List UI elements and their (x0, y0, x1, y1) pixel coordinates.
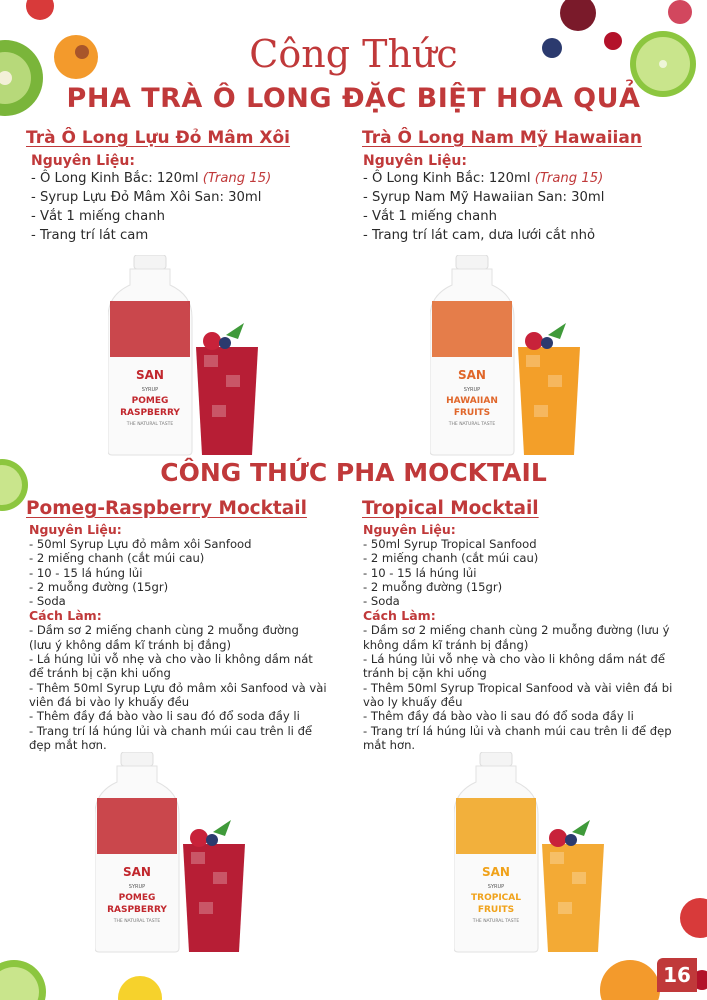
ingredients-heading: Nguyên Liệu: (363, 522, 456, 537)
list-line: - Thêm 50ml Syrup Tropical Sanfood và vài viên đá bi (363, 680, 673, 695)
flavor-name: POMEG (131, 396, 169, 406)
list-line: (lưu ý không dầm kĩ tránh bị đắng) (29, 637, 232, 652)
ingredients-heading: Nguyên Liệu: (363, 153, 467, 169)
list-line: - Trang trí lá húng lủi và chanh múi cau trên li để đẹp (363, 723, 672, 738)
ingredient-item: - Trang trí lát cam (31, 228, 149, 243)
ice-cube (191, 852, 205, 864)
strawberry-icon (680, 898, 707, 938)
ingredient-item: - Syrup Nam Mỹ Hawaiian San: 30ml (363, 190, 605, 205)
method-heading: Cách Làm: (363, 608, 436, 624)
recipe-title: Trà Ô Long Nam Mỹ Hawaiian (362, 128, 642, 148)
method-heading: Cách Làm: (29, 608, 102, 624)
flavor-name: FRUITS (453, 408, 491, 418)
brand-logo: SAN (458, 368, 486, 382)
raspberry-icon (549, 829, 567, 847)
bottle-body (95, 766, 179, 952)
ingredients-heading: Nguyên Liệu: (31, 153, 135, 169)
ice-cube (212, 405, 226, 417)
product-image (95, 752, 265, 961)
blueberry-icon (541, 337, 553, 349)
blueberry-icon (219, 337, 231, 349)
flavor-name: RASPBERRY (120, 408, 180, 418)
product-type: SYRUP (141, 387, 159, 393)
lemon-icon (118, 976, 162, 1000)
ice-cube (558, 902, 572, 914)
bottle-cap (456, 255, 488, 269)
bottle-fruit-band (97, 798, 177, 854)
list-line: đẹp mắt hơn. (29, 737, 107, 752)
ingredient-item: - Ô Long Kinh Bắc: 120ml (Trang 15) (363, 171, 604, 186)
list-line: - 2 miếng chanh (cắt múi cau) (29, 551, 205, 566)
orange-icon (600, 960, 660, 1000)
product-illustration (454, 752, 624, 957)
recipe-title: Trà Ô Long Lựu Đỏ Mâm Xôi (26, 128, 291, 148)
product-type: SYRUP (487, 884, 505, 890)
bottle-body (454, 766, 538, 952)
ice-cube (550, 852, 564, 864)
product-image (430, 255, 600, 464)
mint-leaf-icon (548, 323, 566, 339)
list-line: - 50ml Syrup Lựu đỏ mâm xôi Sanfood (29, 537, 252, 551)
method-list (29, 623, 336, 752)
brand-logo: SAN (123, 865, 151, 879)
recipe-title: Tropical Mocktail (362, 498, 539, 519)
mocktail-recipe-1 (26, 498, 336, 752)
list-line: - 2 miếng chanh (cắt múi cau) (363, 551, 539, 566)
product-illustration (430, 255, 600, 460)
flavor-name: POMEG (118, 893, 156, 903)
list-line: - Thêm đầy đá bào vào li sau đó đổ soda đầy li (29, 709, 300, 724)
list-line: - Thêm 50ml Syrup Lựu đỏ mâm xôi Sanfood và vài (29, 680, 327, 695)
ingredients-heading: Nguyên Liệu: (29, 522, 122, 537)
flavor-name: FRUITS (477, 905, 515, 915)
mocktail-recipe-2 (362, 498, 692, 752)
blueberry-icon (206, 834, 218, 846)
tagline: THE NATURAL TASTE (448, 422, 496, 427)
list-line: - 10 - 15 lá húng lủi (29, 565, 143, 580)
mocktail-section-title: CÔNG THỨC PHA MOCKTAIL (160, 458, 547, 487)
tagline: THE NATURAL TASTE (126, 422, 174, 427)
flavor-name: TROPICAL (471, 893, 521, 903)
product-illustration (95, 752, 265, 957)
ingredients-list (29, 537, 336, 608)
ice-cube (226, 375, 240, 387)
raspberry-icon (190, 829, 208, 847)
tea-recipe-1 (26, 128, 346, 245)
raspberry-icon (668, 0, 692, 24)
ice-cube (534, 405, 548, 417)
list-line: - Thêm đầy đá bào vào li sau đó đổ soda đầy li (363, 709, 634, 724)
bottle-fruit-band (110, 301, 190, 357)
product-image (454, 752, 624, 961)
ice-cube (572, 872, 586, 884)
ingredients-list (31, 169, 346, 245)
product-illustration (108, 255, 278, 460)
list-line: không dầm kĩ tránh bị đắng) (363, 637, 529, 652)
mint-leaf-icon (226, 323, 244, 339)
flavor-name: RASPBERRY (107, 905, 167, 915)
ingredients-list (363, 537, 692, 608)
blueberry-icon (565, 834, 577, 846)
cherry-icon (560, 0, 596, 31)
bottle-body (430, 269, 514, 455)
ice-cube (199, 902, 213, 914)
tagline: THE NATURAL TASTE (113, 919, 161, 924)
tagline: THE NATURAL TASTE (472, 919, 520, 924)
method-list (363, 623, 692, 752)
page-main-title: PHA TRÀ Ô LONG ĐẶC BIỆT HOA QUẢ (66, 83, 641, 114)
tea-recipe-2 (362, 128, 692, 245)
list-line: - Trang trí lá húng lủi và chanh múi cau trên li để (29, 723, 313, 738)
list-line: - Lá húng lủi vỗ nhẹ và cho vào li không dầm nát để (363, 652, 666, 667)
bottle-cap (134, 255, 166, 269)
brand-logo: SAN (482, 865, 510, 879)
product-image (108, 255, 278, 464)
list-line: - 50ml Syrup Tropical Sanfood (363, 537, 537, 551)
strawberry-icon (26, 0, 54, 20)
list-line: - 2 muỗng đường (15gr) (29, 579, 169, 594)
list-line: tránh bị cặn khi uống (363, 666, 487, 681)
ice-cube (526, 355, 540, 367)
ingredient-item: - Ô Long Kinh Bắc: 120ml (Trang 15) (31, 171, 272, 186)
bottle-cap (480, 752, 512, 766)
ingredient-item: - Vắt 1 miếng chanh (363, 209, 497, 224)
page-number: 16 (657, 958, 697, 992)
bottle-fruit-band (432, 301, 512, 357)
ice-cube (548, 375, 562, 387)
flavor-name: HAWAIIAN (446, 396, 498, 406)
ice-cube (204, 355, 218, 367)
bottle-fruit-band (456, 798, 536, 854)
list-line: - 2 muỗng đường (15gr) (363, 579, 503, 594)
brand-logo: SAN (136, 368, 164, 382)
list-line: - Dầm sơ 2 miếng chanh cùng 2 muỗng đường (lưu ý (363, 623, 670, 638)
list-line: viên đá bi vào ly khuấy đều (29, 694, 190, 709)
mint-leaf-icon (213, 820, 231, 836)
ingredients-list (363, 169, 692, 245)
product-type: SYRUP (128, 884, 146, 890)
list-line: mắt hơn. (363, 737, 416, 752)
recipe-title: Pomeg-Raspberry Mocktail (26, 498, 307, 519)
mint-leaf-icon (572, 820, 590, 836)
list-line: - Lá húng lủi vỗ nhẹ và cho vào li không dầm nát (29, 652, 313, 667)
list-line: - 10 - 15 lá húng lủi (363, 565, 477, 580)
ingredient-item: - Vắt 1 miếng chanh (31, 209, 165, 224)
page-script-title: Công Thức (249, 32, 458, 76)
bottle-cap (121, 752, 153, 766)
list-line: - Soda (29, 594, 66, 609)
bottle-body (108, 269, 192, 455)
list-line: - Soda (363, 594, 400, 609)
list-line: để tránh bị cặn khi uống (29, 666, 171, 681)
ice-cube (213, 872, 227, 884)
list-line: vào ly khuấy đều (363, 694, 463, 709)
raspberry-icon (203, 332, 221, 350)
product-type: SYRUP (463, 387, 481, 393)
list-line: - Dầm sơ 2 miếng chanh cùng 2 muỗng đường (29, 623, 299, 638)
raspberry-icon (525, 332, 543, 350)
ingredient-item: - Trang trí lát cam, dưa lưới cắt nhỏ (363, 228, 596, 243)
ingredient-item: - Syrup Lựu Đỏ Mâm Xôi San: 30ml (31, 190, 262, 205)
